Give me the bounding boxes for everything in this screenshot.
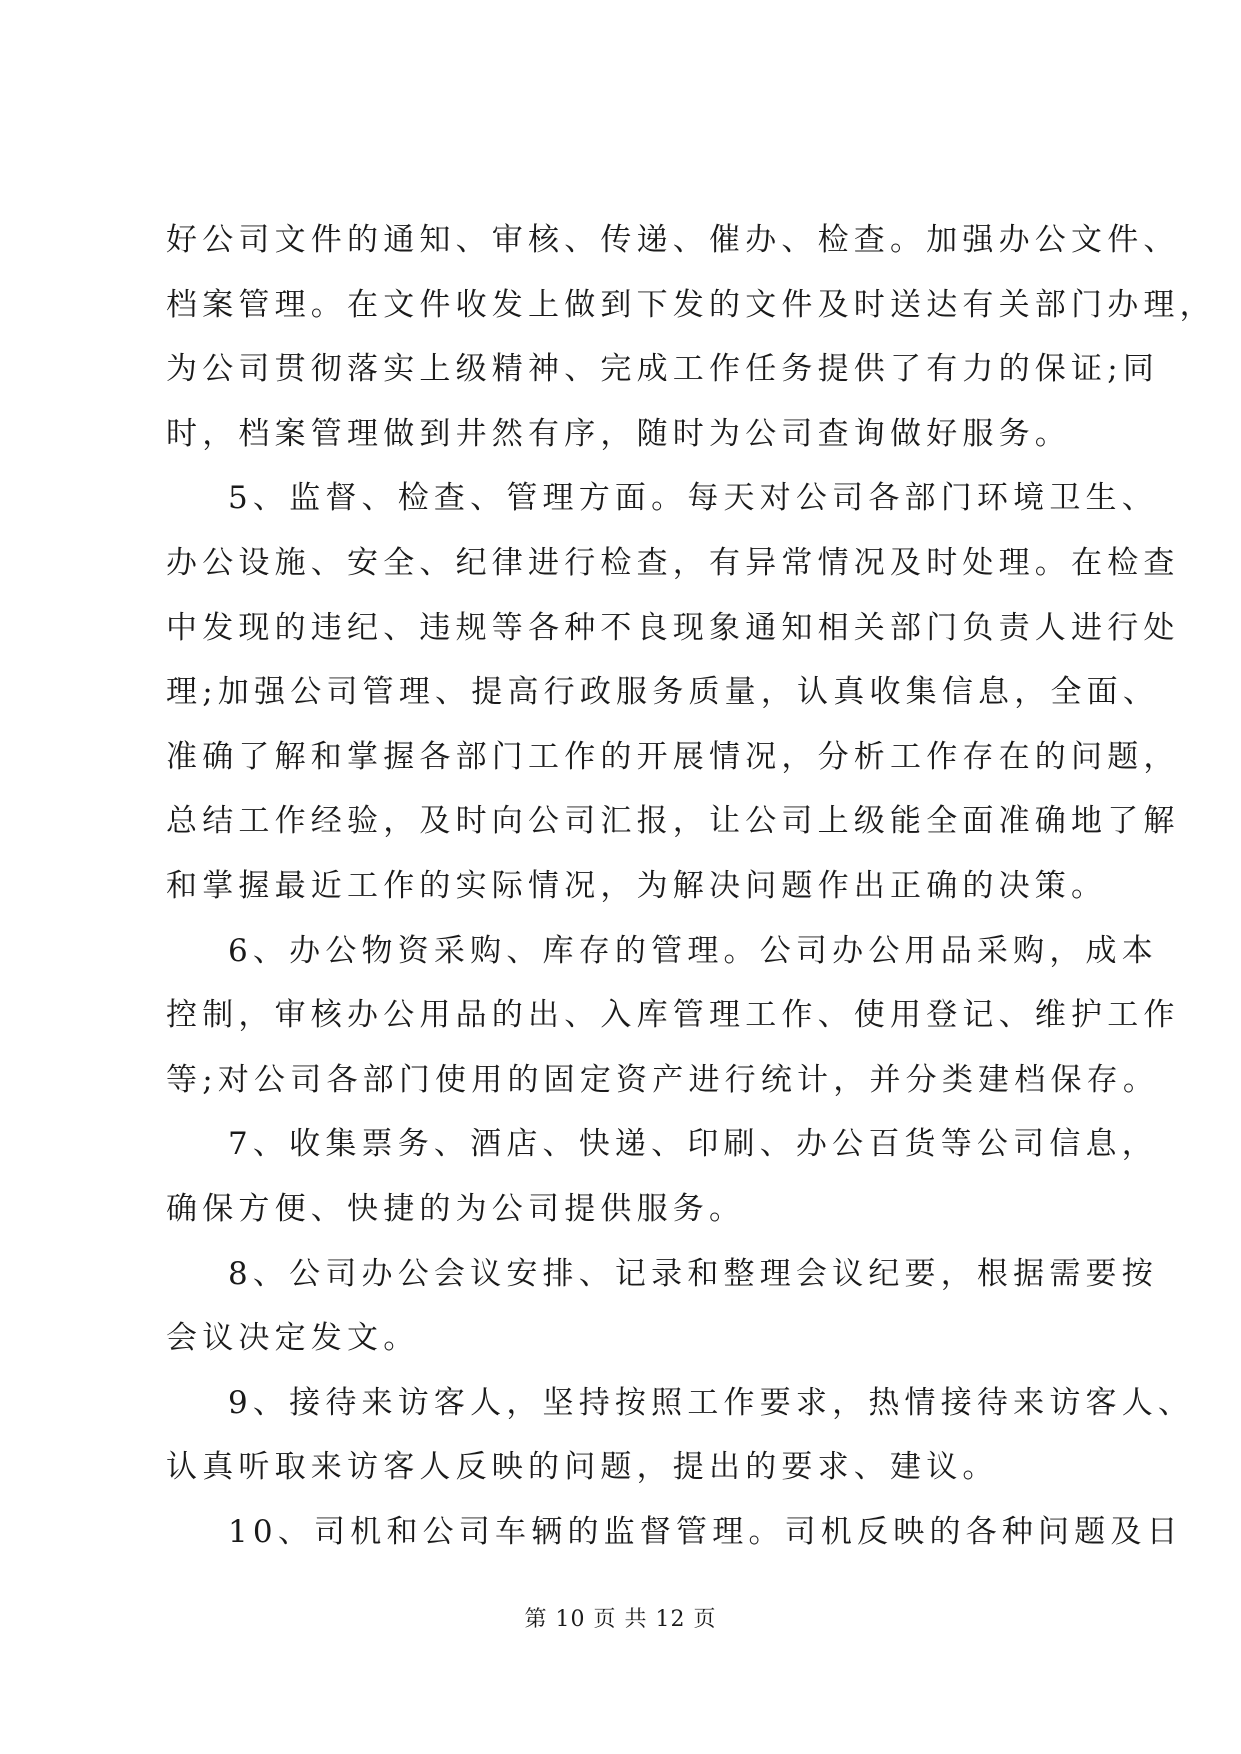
text-line: 和掌握最近工作的实际情况，为解决问题作出正确的决策。 <box>166 867 1108 904</box>
paragraph-start-line: 7、收集票务、酒店、快递、印刷、办公百货等公司信息， <box>228 1126 1158 1163</box>
text-line: 准确了解和掌握各部门工作的开展情况，分析工作存在的问题， <box>166 738 1180 775</box>
text-line: 时，档案管理做到井然有序，随时为公司查询做好服务。 <box>166 415 1071 452</box>
text-line: 认真听取来访客人反映的问题，提出的要求、建议。 <box>166 1449 999 1486</box>
page-footer <box>0 1602 1241 1633</box>
body-text <box>166 208 1216 1564</box>
paragraph-start-line: 5、监督、检查、管理方面。每天对公司各部门环境卫生、 <box>228 480 1158 517</box>
paragraph-start-line: 9、接待来访客人，坚持按照工作要求，热情接待来访客人、 <box>228 1384 1195 1421</box>
paragraph-start-line: 8、公司办公会议安排、记录和整理会议纪要，根据需要按 <box>228 1255 1158 1292</box>
text-line: 档案管理。在文件收发上做到下发的文件及时送达有关部门办理， <box>166 286 1216 323</box>
text-line: 为公司贯彻落实上级精神、完成工作任务提供了有力的保证;同 <box>166 351 1160 388</box>
text-line: 好公司文件的通知、审核、传递、催办、检查。加强办公文件、 <box>166 222 1180 258</box>
text-line: 控制，审核办公用品的出、入库管理工作、使用登记、维护工作 <box>166 997 1180 1034</box>
paragraph-start-line: 6、办公物资采购、库存的管理。公司办公用品采购，成本 <box>228 932 1158 969</box>
page-number-label: 第 10 页 共 12 页 <box>524 1607 717 1632</box>
text-line: 总结工作经验，及时向公司汇报，让公司上级能全面准确地了解 <box>166 803 1180 840</box>
text-line: 等;对公司各部门使用的固定资产进行统计，并分类建档保存。 <box>166 1061 1160 1098</box>
paragraph-start-line: 10、司机和公司车辆的监督管理。司机反映的各种问题及日 <box>228 1513 1183 1550</box>
text-line: 办公设施、安全、纪律进行检查，有异常情况及时处理。在检查 <box>166 544 1180 581</box>
text-line: 确保方便、快捷的为公司提供服务。 <box>166 1190 746 1227</box>
text-line: 理;加强公司管理、提高行政服务质量，认真收集信息，全面、 <box>166 674 1160 711</box>
text-line: 中发现的违纪、违规等各种不良现象通知相关部门负责人进行处 <box>166 609 1180 646</box>
text-line: 会议决定发文。 <box>166 1320 420 1357</box>
